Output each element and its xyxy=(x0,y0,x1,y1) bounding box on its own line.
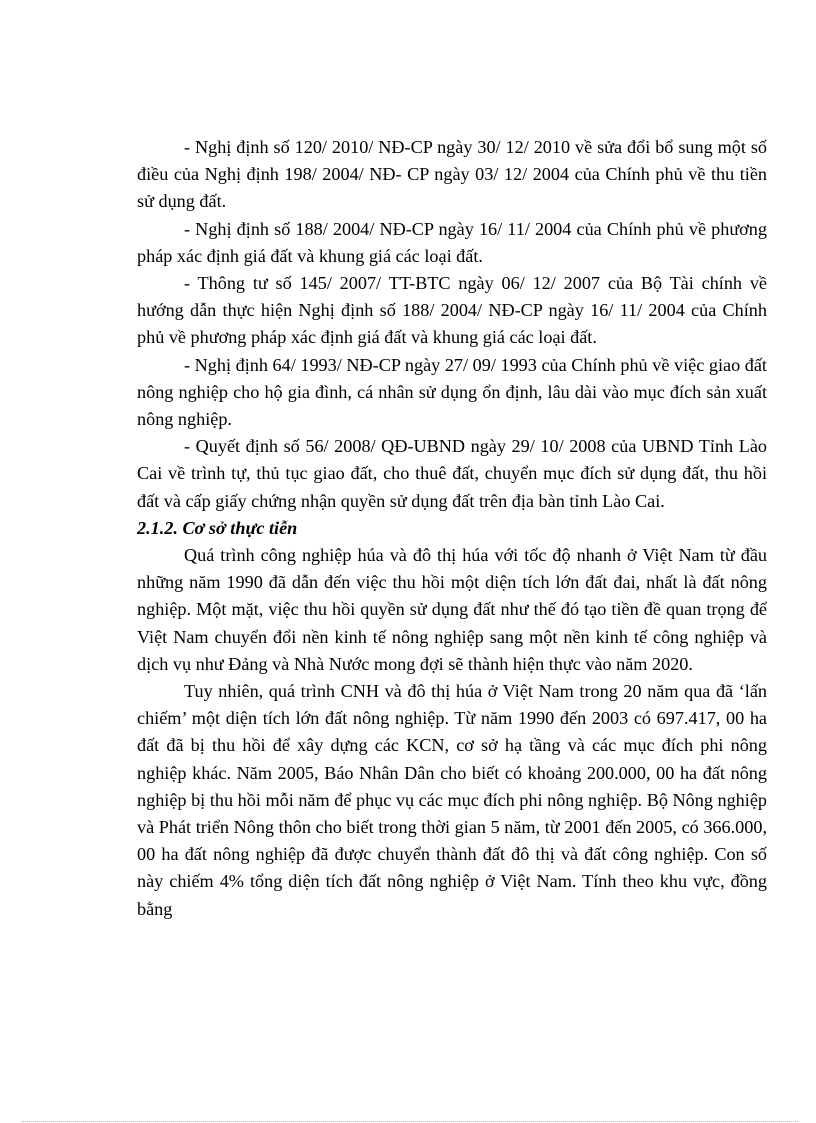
legal-item-decision-56: - Quyết định số 56/ 2008/ QĐ-UBND ngày 29/ 10/ 2008 của UBND Tỉnh Lào Cai về trình tự, thủ tục giao đất, cho thuê đất, chuyển mục đích sử dụng đất, thu hồi đất và cấp giấy chứng nhận quyền sử dụng đất trên địa bàn tỉnh Lào Cai. xyxy=(137,436,767,511)
page-content xyxy=(137,134,767,923)
page-bottom-divider xyxy=(22,1121,798,1122)
legal-item-circular-145: - Thông tư số 145/ 2007/ TT-BTC ngày 06/ 12/ 2007 của Bộ Tài chính về hướng dẫn thực hiện Nghị định số 188/ 2004/ NĐ-CP ngày 16/ 11/ 2004 của Chính phủ về phương pháp xác định giá đất và khung giá các loại đất. xyxy=(137,273,767,348)
legal-item-decree-188: - Nghị định số 188/ 2004/ NĐ-CP ngày 16/ 11/ 2004 của Chính phủ về phương pháp xác định giá đất và khung giá các loại đất. xyxy=(137,218,767,266)
legal-item-decree-120: - Nghị định số 120/ 2010/ NĐ-CP ngày 30/ 12/ 2010 về sửa đổi bổ sung một số điều của Nghị định 198/ 2004/ NĐ- CP ngày 03/ 12/ 2004 của Chính phủ về thu tiền sử dụng đất. xyxy=(137,137,767,212)
body-paragraph: Tuy nhiên, quá trình CNH và đô thị húa ở Việt Nam trong 20 năm qua đã ‘lấn chiếm’ một diện tích lớn đất nông nghiệp. Từ năm 1990 đến 2003 có 697.417, 00 ha đất đã bị thu hồi để xây dựng các KCN, cơ sở hạ tầng và các mục đích phi nông nghiệp khác. Năm 2005, Báo Nhân Dân cho biết có khoảng 200.000, 00 ha đất nông nghiệp bị thu hồi mỗi năm để phục vụ các mục đích phi nông nghiệp. Bộ Nông nghiệp và Phát triển Nông thôn cho biết trong thời gian 5 năm, từ 2001 đến 2005, có 366.000, 00 ha đất nông nghiệp đã được chuyển thành đất đô thị và đất công nghiệp. Con số này chiếm 4% tổng diện tích đất nông nghiệp ở Việt Nam. Tính theo khu vực, đồng bằng xyxy=(137,681,767,919)
body-paragraph: Quá trình công nghiệp húa và đô thị húa với tốc độ nhanh ở Việt Nam từ đầu những năm 1990 đã dẫn đến việc thu hồi một diện tích lớn đất đai, nhất là đất nông nghiệp. Một mặt, việc thu hồi quyền sử dụng đất như thế đó tạo tiền đề quan trọng để Việt Nam chuyển đổi nền kinh tế nông nghiệp sang một nền kinh tế công nghiệp và dịch vụ như Đảng và Nhà Nước mong đợi sẽ thành hiện thực vào năm 2020. xyxy=(137,545,767,674)
legal-item-decree-64: - Nghị định 64/ 1993/ NĐ-CP ngày 27/ 09/ 1993 của Chính phủ về việc giao đất nông nghiệp cho hộ gia đình, cá nhân sử dụng ổn định, lâu dài vào mục đích sản xuất nông nghiệp. xyxy=(137,354,767,430)
section-heading: 2.1.2. Cơ sở thực tiễn xyxy=(137,517,298,538)
